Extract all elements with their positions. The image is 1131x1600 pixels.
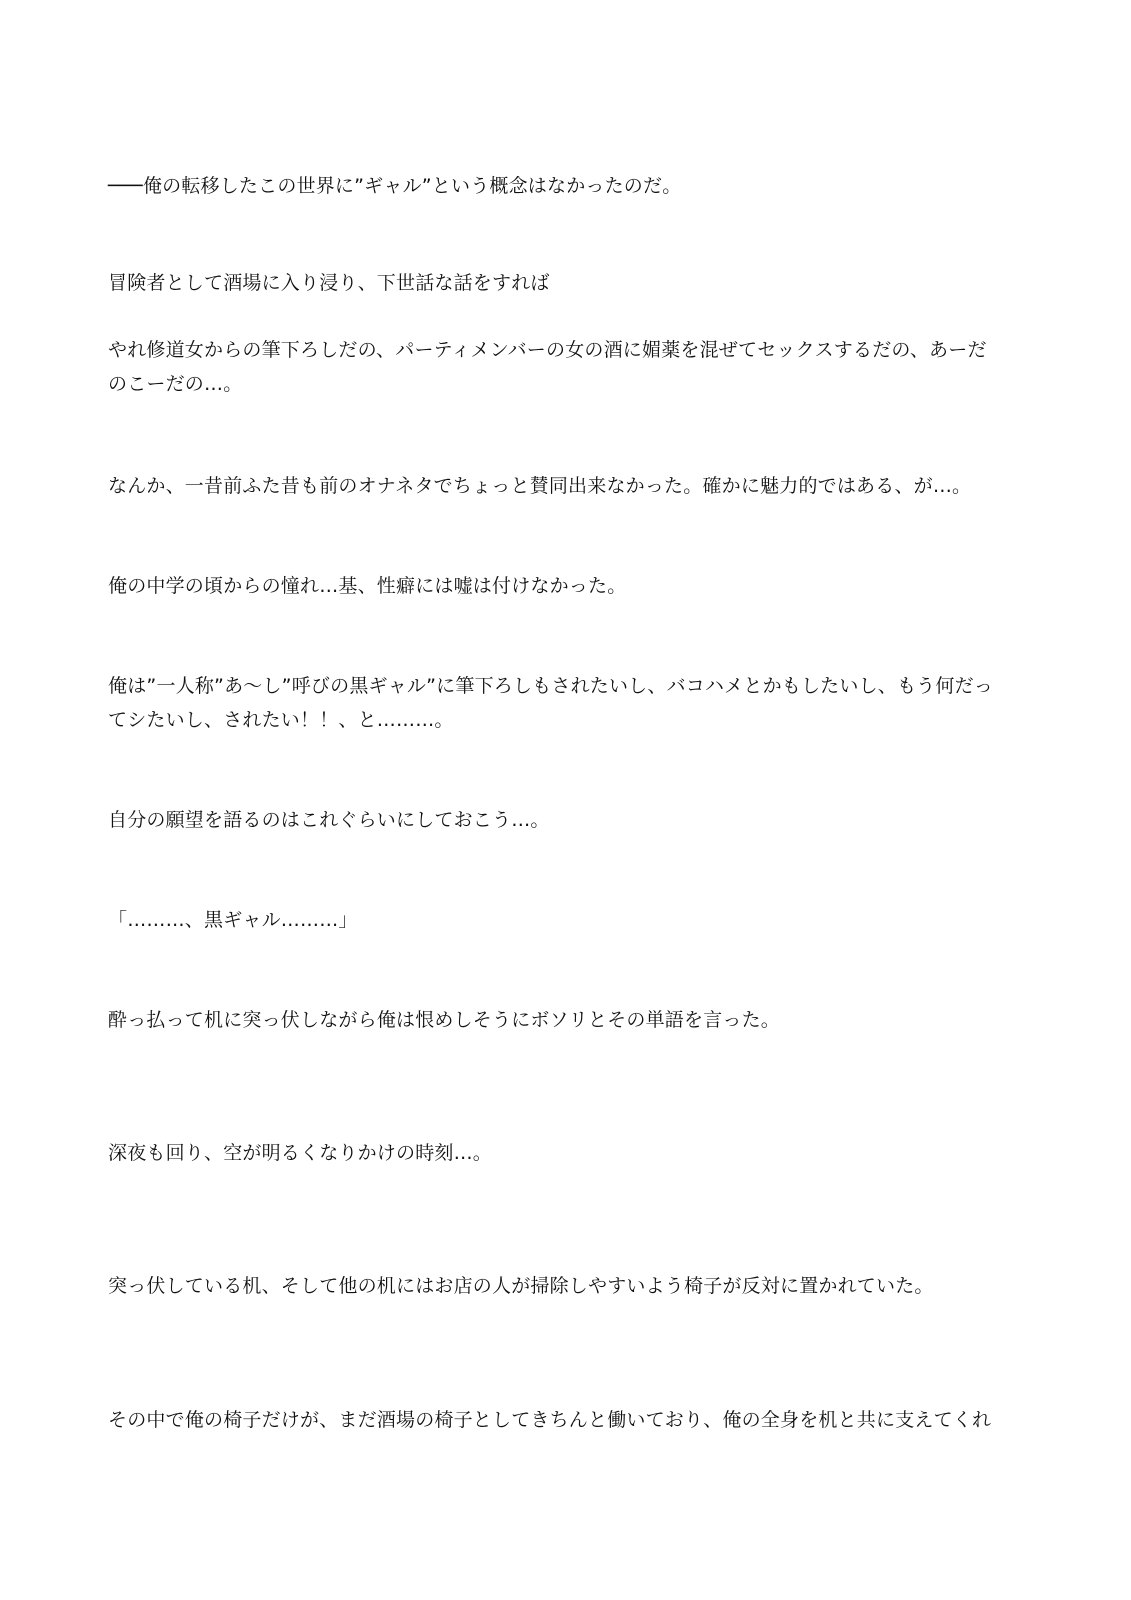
text-line: 俺の中学の頃からの憧れ…基、性癖には嘘は付けなかった。 — [108, 575, 627, 597]
text-line: やれ修道女からの筆下ろしだの、パーティメンバーの女の酒に媚薬を混ぜてセックスするだの、あーだ — [108, 339, 987, 361]
text-line: ───俺の転移したこの世界に”ギャル”という概念はなかったのだ。 — [108, 175, 682, 197]
text-line: 冒険者として酒場に入り浸り、下世話な話をすれば — [108, 272, 550, 294]
text-line: その中で俺の椅子だけが、まだ酒場の椅子としてきちんと働いており、俺の全身を机と共に支えてくれ — [108, 1409, 992, 1431]
text-line: 突っ伏している机、そして他の机にはお店の人が掃除しやすいよう椅子が反対に置かれていた。 — [108, 1275, 934, 1297]
text-line: てシたいし、されたい！！、と………。 — [108, 709, 454, 731]
text-line: のこーだの…。 — [108, 373, 243, 395]
text-line: 酔っ払って机に突っ伏しながら俺は恨めしそうにボソリとその単語を言った。 — [108, 1009, 781, 1031]
text-line: なんか、一昔前ふた昔も前のオナネタでちょっと賛同出来なかった。確かに魅力的ではある、が…。 — [108, 475, 972, 497]
text-line: 深夜も回り、空が明るくなりかけの時刻…。 — [108, 1142, 493, 1164]
text-line: 俺は”一人称”あ〜し”呼びの黒ギャル”に筆下ろしもされたいし、バコハメとかもしたいし、もう何だっ — [108, 675, 993, 697]
text-line: 「………、黒ギャル………」 — [108, 909, 358, 931]
text-line: 自分の願望を語るのはこれぐらいにしておこう…。 — [108, 809, 550, 831]
